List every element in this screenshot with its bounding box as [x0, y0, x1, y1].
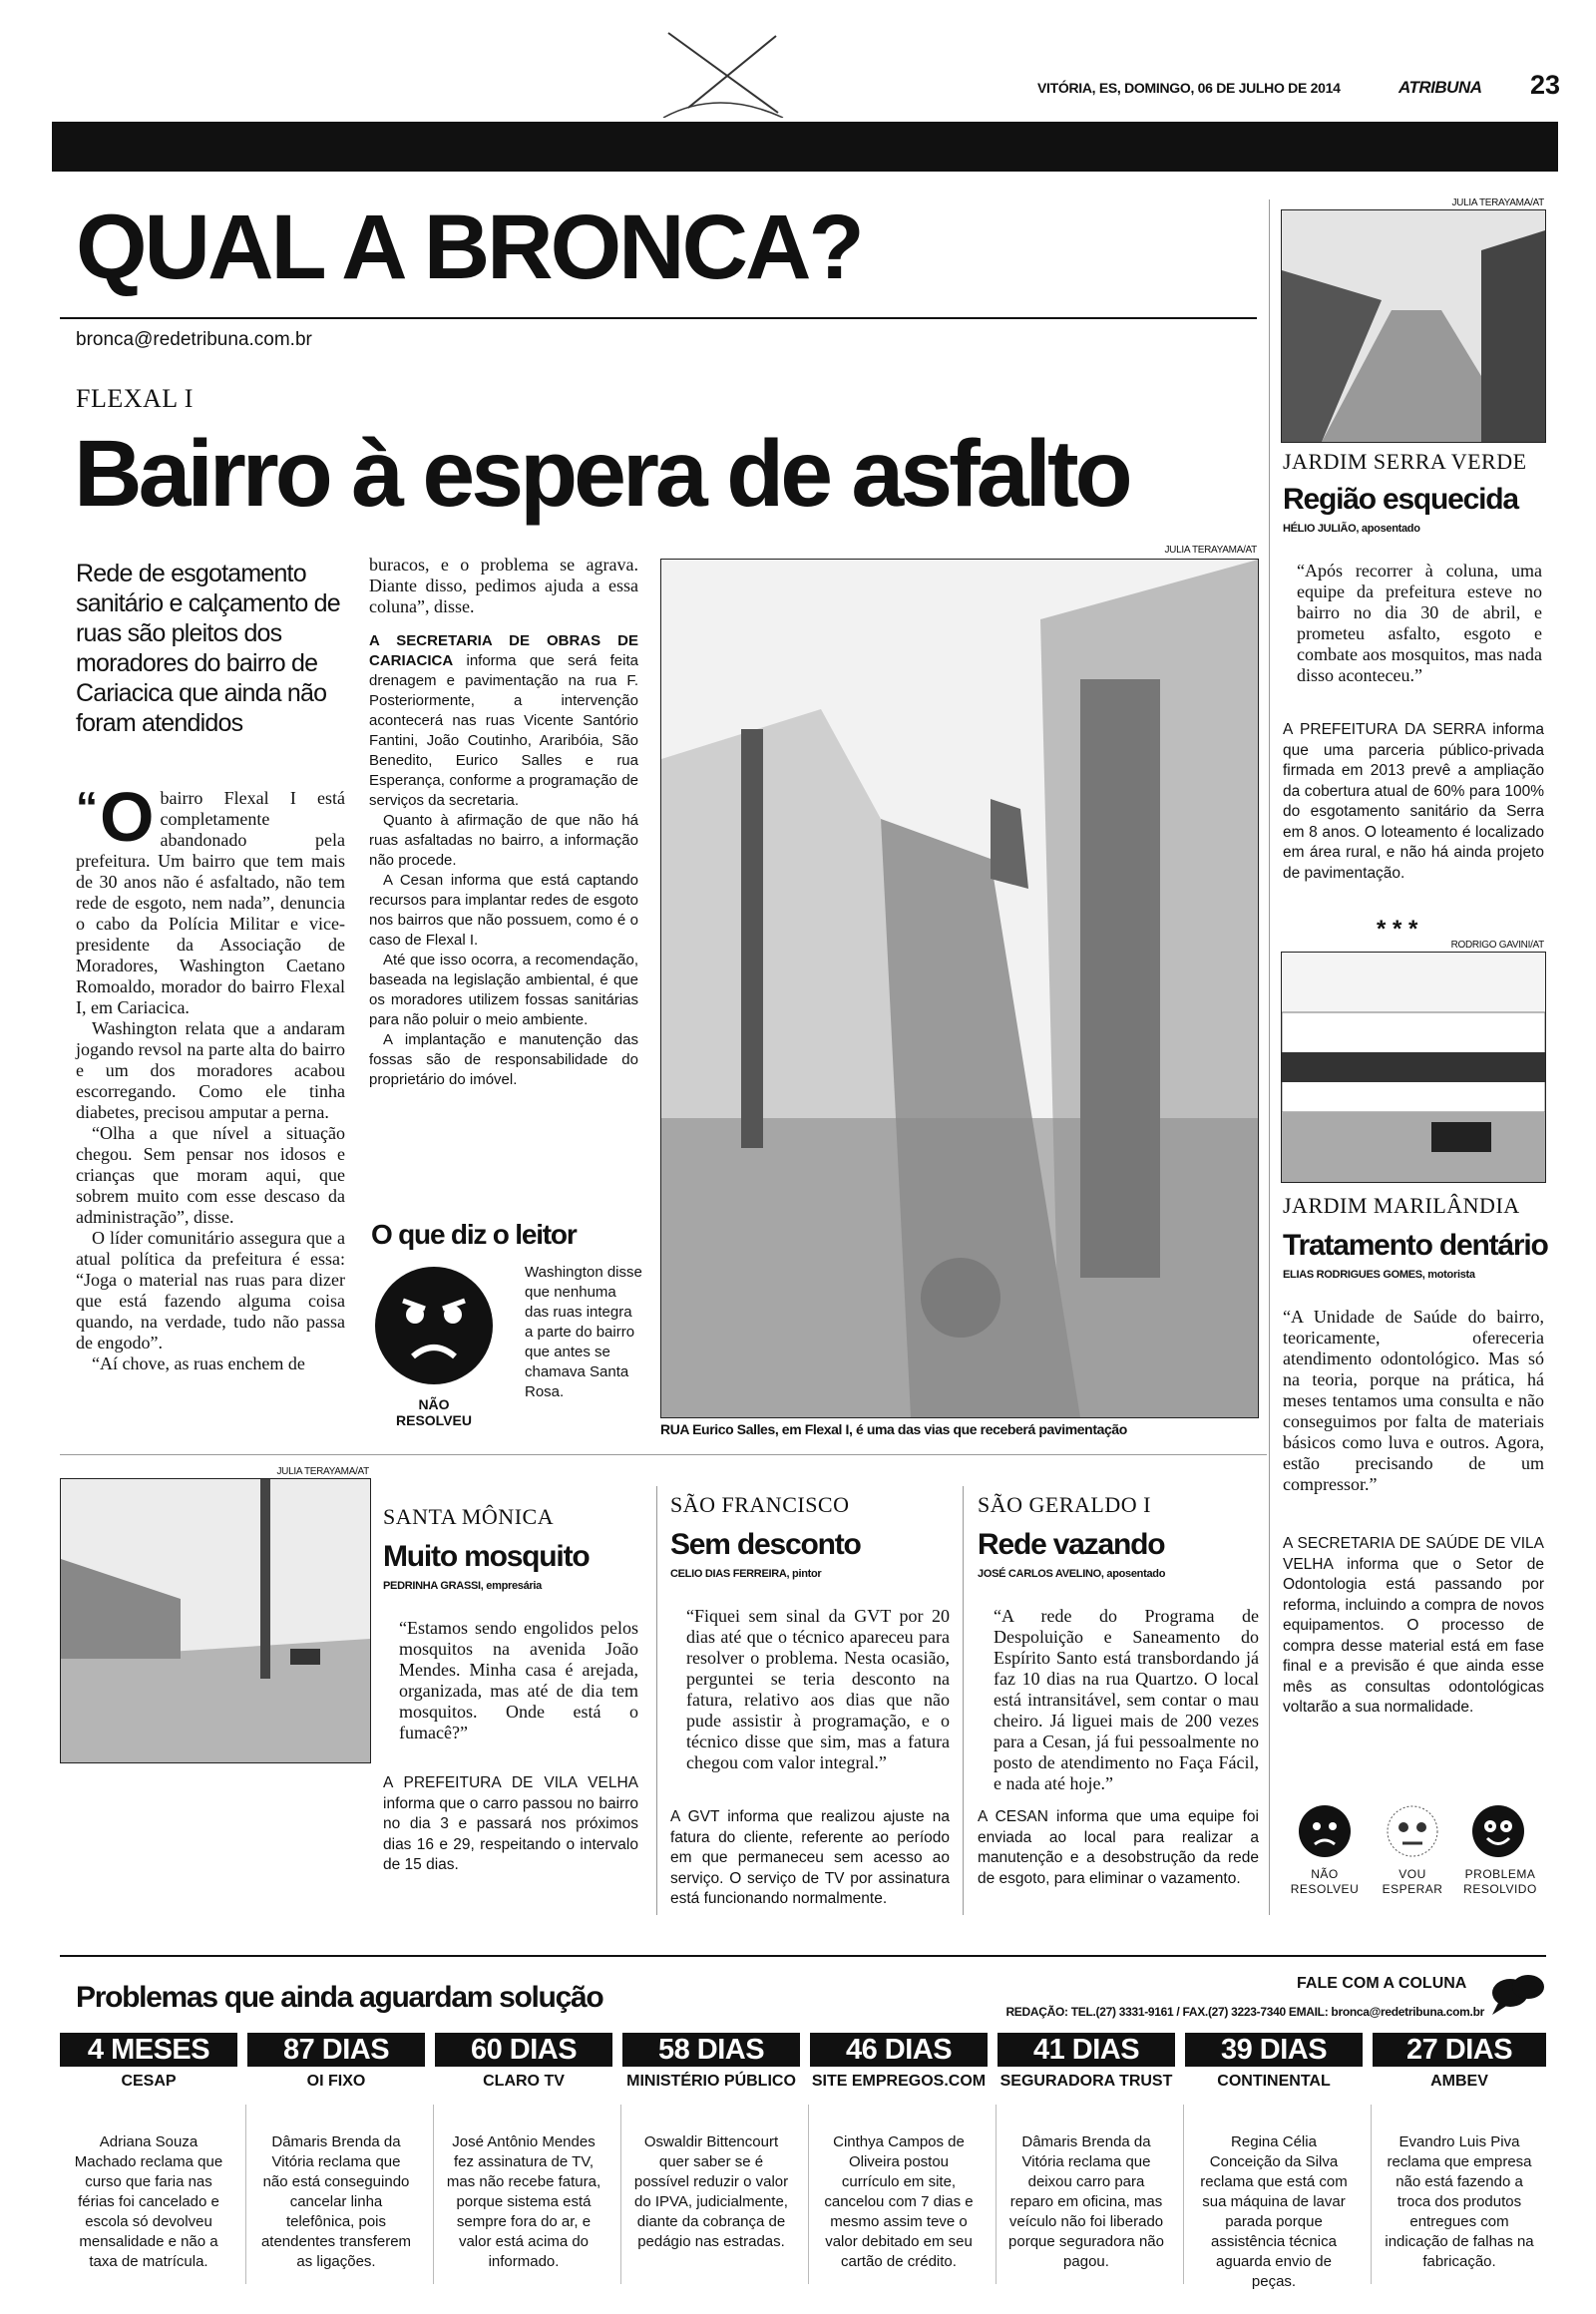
quote-mark: “: [76, 783, 98, 832]
c2-p5: Até que isso ocorra, a recomendação, baseada na legislação ambiental, é que os moradores utilizem fossas sanitárias para não poluir o meio ambiente.: [369, 952, 638, 1028]
strip-text: Dâmaris Brenda da Vitória reclama que não está conseguindo cancelar linha telefônica, pois atendentes transferem as ligações.: [260, 2133, 412, 2270]
s2-headline: Tratamento dentário: [1283, 1229, 1548, 1262]
sg-headline: Rede vazando: [978, 1528, 1165, 1561]
strip-text: José Antônio Mendes fez assinatura de TV, mas não recebe fatura, porque sistema está sempre fora do ar, e valor está acima do informado.: [446, 2133, 601, 2270]
c2-p2-text: informa que será feita drenagem e pavimentação na rua F. Posteriormente, a intervenção acontecerá nas ruas Vicente Santório Fantini, João Coutinho, Araribóia, São Benedito, Eurico Salles e rua Esperança, conforme a programação de serviços da secretaria.: [369, 652, 638, 809]
c2-p1: buracos, e o problema se agrava. Diante disso, pedimos ajuda a essa coluna”, disse.: [369, 555, 638, 616]
strip-days: 60 DIAS: [435, 2033, 612, 2067]
main-photo: [660, 559, 1259, 1418]
s2-quote: “A Unidade de Saúde do bairro, teoricamente, ofereceria atendimento odontológico. Mas só na teoria, porque na prática, há meses tentamos uma consulta e não conseguimos por falta de materiais básicos como luva e outros. Agora, estão precisando de um compressor.”: [1283, 1307, 1544, 1494]
dropcap: O: [100, 778, 155, 856]
road-photo-icon: [1282, 210, 1545, 442]
c2-p4: A Cesan informa que está captando recursos para implantar redes de esgoto nos bairros que não possuem, como é o caso de Flexal I.: [369, 872, 638, 949]
speech-bubble-icon: [1490, 1971, 1546, 2017]
main-photo-caption: RUA Eurico Salles, em Flexal I, é uma das vias que receberá pavimentação: [660, 1421, 1127, 1437]
s2-kicker: JARDIM MARILÂNDIA: [1283, 1193, 1520, 1218]
reader-face-angry: [375, 1267, 493, 1384]
main-deck: Rede de esgotamento sanitário e calçamento de ruas são pleitos dos moradores do bairro de Cariacica que ainda não foram atendidos: [76, 560, 340, 737]
strip-company: MINISTÉRIO PÚBLICO: [626, 2073, 796, 2090]
strip-text: Dâmaris Brenda da Vitória reclama que deixou carro para reparo em oficina, mas veículo não foi liberado porque seguradora não pagou.: [1008, 2133, 1164, 2270]
dateline: VITÓRIA, ES, DOMINGO, 06 DE JULHO DE 2014: [1037, 80, 1341, 96]
strip-company: SEGURADORA TRUST: [999, 2073, 1173, 2090]
strip-item-6: [1185, 2033, 1363, 2292]
strip-company: CESAP: [121, 2073, 177, 2090]
strip-days: 87 DIAS: [247, 2033, 425, 2067]
strip-divider: [245, 2105, 246, 2284]
strip-company: SITE EMPREGOS.COM: [811, 2073, 987, 2090]
strip-contact: REDAÇÃO: TEL.(27) 3331-9161 / FAX.(27) 3223-7340 EMAIL: bronca@redetribuna.com.br: [1005, 2005, 1484, 2019]
waiting-face-icon: [1387, 1805, 1438, 1857]
main-column-1: [76, 778, 345, 1374]
c2-p2: [369, 631, 638, 811]
santa-quote: “Estamos sendo engolidos pelos mosquitos na avenida João Mendes. Minha casa é arejada, organizada, mas até de dia tem mosquitos. Onde está o fumacê?”: [399, 1618, 638, 1742]
sg-byline: JOSÉ CARLOS AVELINO, aposentado: [978, 1568, 1166, 1580]
strip-item-0: [60, 2033, 237, 2272]
reader-status: NÃO RESOLVEU: [396, 1396, 472, 1428]
sg-quote: “A rede do Programa de Despoluição e Saneamento do Espírito Santo está transbordando já faz 10 dias na rua Quartzo. O local está intransitável, sem contar o mau cheiro. Já liguei mais de 200 vezes para a Cesan, já fui pessoalmente no posto de atendimento no Faça Fácil, e nada até hoje.”: [994, 1606, 1259, 1793]
legend-face-nao-resolveu: [1299, 1805, 1351, 1857]
main-column-2: [369, 555, 638, 1090]
section-title: QUAL A BRONCA?: [76, 196, 862, 298]
building-photo-icon: [1282, 953, 1545, 1182]
sg-response: A CESAN informa que uma equipe foi enviada ao local para realizar a manutenção e a desobstrução da rede de esgoto, para eliminar o vazamento.: [978, 1808, 1259, 1887]
strip-days: 4 MESES: [60, 2033, 237, 2067]
santa-kicker: SANTA MÔNICA: [383, 1504, 555, 1529]
strip-title: Problemas que ainda aguardam solução: [76, 1981, 603, 2014]
santa-response: A PREFEITURA DE VILA VELHA informa que o carro passou no bairro no dia 3 e passará nos próximos dias 16 e 29, respeitando o intervalo de 15 dias.: [383, 1774, 638, 1873]
strip-divider: [620, 2105, 621, 2284]
scan-mark: [658, 28, 788, 118]
strip-text: Adriana Souza Machado reclama que curso que faria nas férias foi cancelado e escola só devolveu mensalidade e não a taxa de matrícula.: [74, 2133, 223, 2270]
strip-top-rule: [60, 1955, 1546, 1957]
strip-days: 58 DIAS: [622, 2033, 800, 2067]
main-p3: “Olha a que nível a situação chegou. Sem pensar nos idosos e crianças que moram aqui, que sobrem muito com esse descaso da administração”, disse.: [76, 1123, 345, 1227]
main-p1: bairro Flexal I está completamente abandonado pela prefeitura. Um bairro que tem mais de 30 anos não é asfaltado, não tem rede de esgoto, nem nada”, denuncia o cabo da Polícia Militar e vice-presidente da Associação de Moradores, Washington Caetano Romoaldo, morador do bairro Flexal I, em Cariacica.: [76, 788, 345, 1017]
strip-divider: [1183, 2105, 1184, 2284]
s1-headline: Região esquecida: [1283, 483, 1518, 516]
strip-divider: [996, 2105, 997, 2284]
reader-title: O que diz o leitor: [371, 1219, 577, 1250]
santa-headline: Muito mosquito: [383, 1540, 590, 1573]
strip-contact-title: FALE COM A COLUNA: [1297, 1975, 1467, 1992]
santa-photo: [60, 1478, 371, 1763]
sf-quote: “Fiquei sem sinal da GVT por 20 dias até que o técnico apareceu para resolver o problema. Nesta ocasião, perguntei se teria desconto na fatura, relativo aos dias que não pude assistir à programação, e o técnico disse que sim, mas a fatura chegou com valor integral.”: [686, 1606, 950, 1772]
strip-item-5: [998, 2033, 1175, 2272]
right-photo1: [1281, 209, 1546, 443]
page-number: 23: [1530, 70, 1561, 100]
s2-byline: ELIAS RODRIGUES GOMES, motorista: [1283, 1269, 1475, 1281]
right-photo1-credit: JULIA TERAYAMA/AT: [1451, 197, 1544, 208]
main-headline: Bairro à espera de asfalto: [74, 421, 1129, 527]
strip-company: OI FIXO: [306, 2073, 366, 2090]
strip-item-1: [247, 2033, 425, 2272]
sf-kicker: SÃO FRANCISCO: [670, 1492, 850, 1517]
top-black-bar: [52, 122, 1558, 172]
col-rule-sf: [656, 1486, 657, 1915]
c2-p3: Quanto à afirmação de que não há ruas asfaltadas no bairro, a informação não procede.: [369, 812, 638, 869]
angry-face-icon: [375, 1267, 493, 1384]
legend-label-c: PROBLEMA RESOLVIDO: [1463, 1867, 1537, 1896]
legend-face-vou-esperar: [1387, 1805, 1438, 1857]
strip-days: 27 DIAS: [1373, 2033, 1546, 2067]
legend-label-a: NÃO RESOLVEU: [1290, 1867, 1360, 1896]
sf-response: A GVT informa que realizou ajuste na fatura do cliente, referente ao período em que permaneceu sem acesso ao serviço. O serviço de TV por assinatura está funcionando normalmente.: [670, 1808, 950, 1907]
angry-face-icon: [1299, 1805, 1351, 1857]
reader-text: Washington disse que nenhuma das ruas integra a parte do bairro que antes se chamava Santa Rosa.: [525, 1264, 642, 1400]
s1-byline: HÉLIO JULIÃO, aposentado: [1283, 523, 1420, 535]
s2-response: A SECRETARIA DE SAÚDE DE VILA VELHA informa que o Setor de Odontologia está passando por reforma, incluindo a compra de novos equipamentos. O processo de compra desse material está em fase final e a previsão é que ainda esse mês as consultas odontológicas voltarão a sua normalidade.: [1283, 1535, 1544, 1716]
avenue-photo-icon: [61, 1479, 370, 1762]
sf-byline: CELIO DIAS FERREIRA, pintor: [670, 1568, 822, 1580]
sf-headline: Sem desconto: [670, 1528, 861, 1561]
right-photo2: [1281, 952, 1546, 1183]
strip-text: Cinthya Campos de Oliveira postou currículo em site, cancelou com 7 dias e mesmo assim teve o valor debitado em seu cartão de crédito.: [824, 2133, 974, 2270]
s1-kicker: JARDIM SERRA VERDE: [1283, 449, 1527, 474]
strip-text: Oswaldir Bittencourt quer saber se é possível reduzir o valor do IPVA, judicialmente, diante da cobrança de pedágio nas estradas.: [633, 2133, 789, 2250]
legend-face-problema-resolvido: [1472, 1805, 1524, 1857]
strip-item-2: [435, 2033, 612, 2272]
main-photo-credit: JULIA TERAYAMA/AT: [1164, 545, 1257, 556]
strip-divider: [808, 2105, 809, 2284]
santa-byline: PEDRINHA GRASSI, empresária: [383, 1580, 542, 1592]
right-column-rule: [1269, 199, 1270, 1915]
strip-text: Regina Célia Conceição da Silva reclama que está com sua máquina de lavar parada porque assistência técnica aguarda envio de peças.: [1200, 2133, 1348, 2290]
strip-days: 46 DIAS: [810, 2033, 988, 2067]
strip-item-4: [810, 2033, 988, 2272]
c2-p2-lead: A SECRETARIA DE OBRAS DE CARIACICA: [369, 632, 638, 669]
c2-p6: A implantação e manutenção das fossas são de responsabilidade do proprietário do imóvel.: [369, 1031, 638, 1088]
strip-company: AMBEV: [1430, 2073, 1488, 2090]
strip-divider: [1371, 2105, 1372, 2284]
happy-face-icon: [1472, 1805, 1524, 1857]
col-rule-sg: [963, 1486, 964, 1915]
section-email: bronca@redetribuna.com.br: [76, 329, 312, 350]
s1-quote: “Após recorrer à coluna, uma equipe da prefeitura esteve no bairro no dia 30 de abril, e prometeu asfalto, esgoto e combate aos mosquitos, mas nada disso aconteceu.”: [1297, 561, 1542, 685]
strip-item-7: [1373, 2033, 1546, 2272]
strip-company: CLARO TV: [483, 2073, 565, 2090]
s1-response: A PREFEITURA DA SERRA informa que uma parceria público-privada firmada em 2013 prevê a ampliação da cobertura atual de 60% para 100% do esgotamento sanitário da Serra em 8 anos. O loteamento é localizado em área rural, e não há ainda projeto de pavimentação.: [1283, 721, 1544, 882]
strip-divider: [433, 2105, 434, 2284]
main-p5: “Aí chove, as ruas enchem de: [92, 1353, 305, 1373]
santa-photo-credit: JULIA TERAYAMA/AT: [276, 1466, 369, 1477]
strip-item-3: [622, 2033, 800, 2252]
main-kicker: FLEXAL I: [76, 384, 194, 413]
legend-label-b: VOU ESPERAR: [1382, 1867, 1443, 1896]
strip-days: 39 DIAS: [1185, 2033, 1363, 2067]
section-title-rule: [60, 317, 1257, 319]
sg-kicker: SÃO GERALDO I: [978, 1492, 1151, 1517]
paper-name: ATRIBUNA: [1398, 78, 1482, 97]
strip-company: CONTINENTAL: [1217, 2073, 1331, 2090]
strip-text: Evandro Luis Piva reclama que empresa não está fazendo a troca dos produtos entregues com indicação de falhas na fabricação.: [1385, 2133, 1534, 2270]
main-p4: O líder comunitário assegura que a atual política da prefeitura é essa: “Joga o material nas ruas para dizer que está fazendo alguma coisa quando, na verdade, tudo não passa de engodo”.: [76, 1228, 345, 1352]
street-photo-icon: [661, 560, 1258, 1417]
main-p2: Washington relata que a andaram jogando revsol na parte alta do bairro e um dos moradores acabou escorregando. Como ele tinha diabetes, precisou amputar a perna.: [76, 1018, 345, 1122]
s1-stars: * * *: [1377, 916, 1418, 943]
bottom-rule: [60, 1454, 1267, 1455]
strip-days: 41 DIAS: [998, 2033, 1175, 2067]
right-photo2-credit: RODRIGO GAVINI/AT: [1450, 940, 1544, 951]
